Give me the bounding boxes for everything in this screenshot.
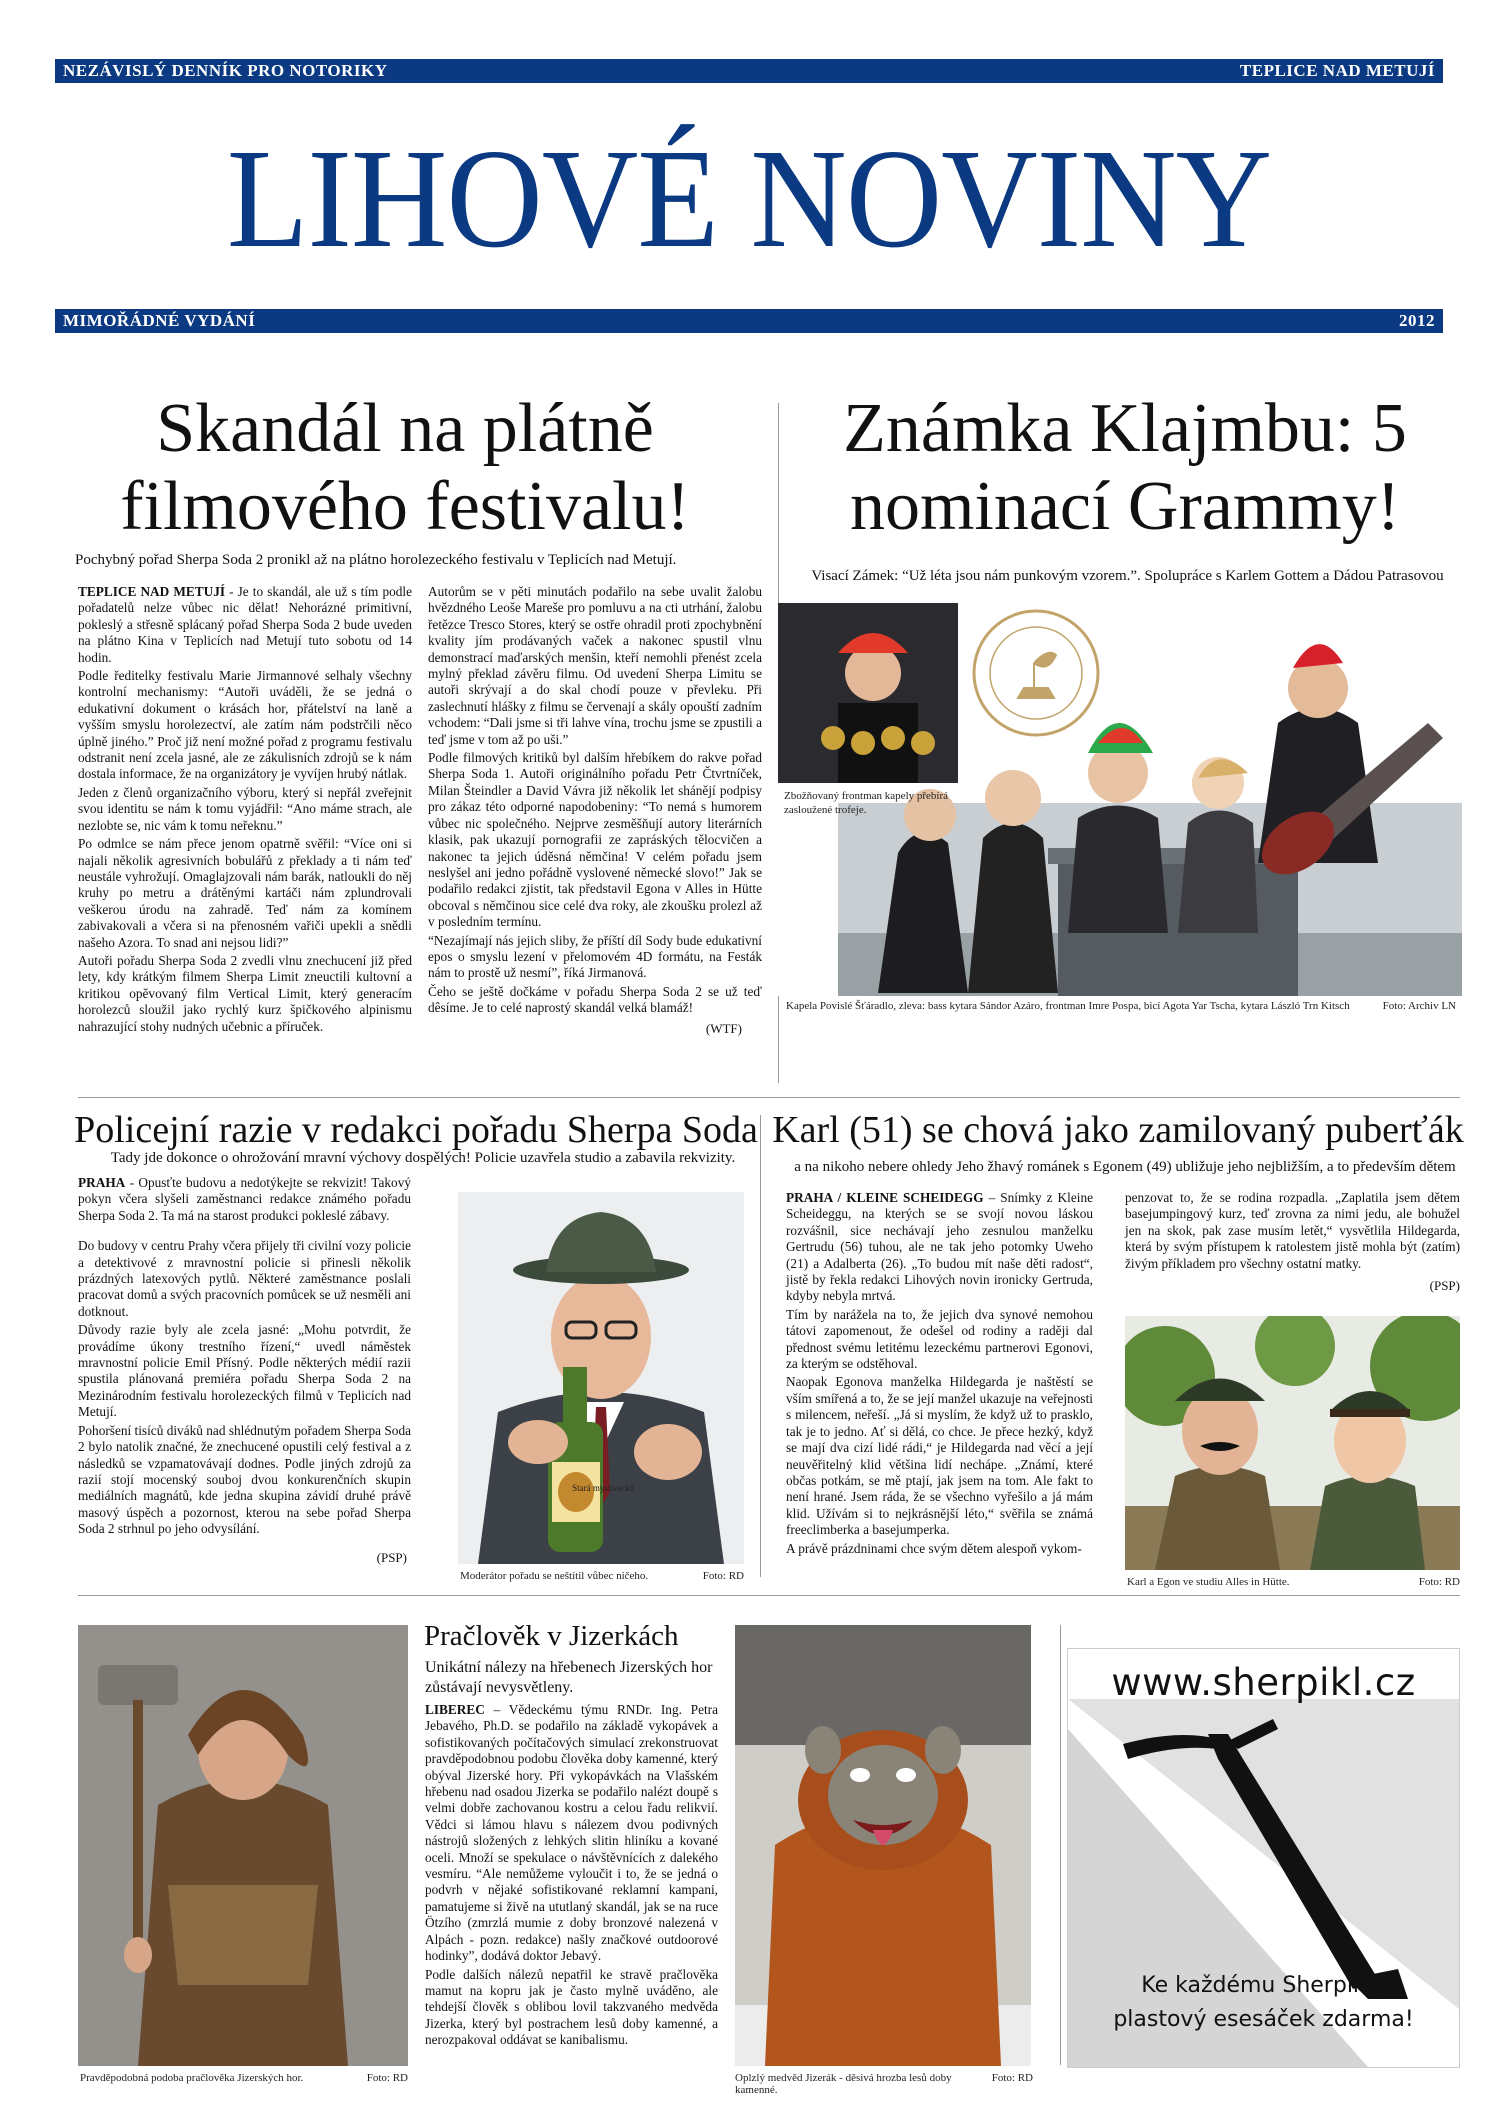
article5-caption-right: Oplzlý medvěd Jizerák - děsivá hrozba lesů doby kamenné. xyxy=(735,2072,952,2096)
article5-subheadline: Unikátní nálezy na hřebenech Jizerských hor zůstávají nevysvětleny. xyxy=(425,1659,713,1696)
article5-credit-right: Foto: RD xyxy=(991,2072,1033,2084)
article4-paragraph: penzovat to, že se rodina rozpadla. „Zaplatila jsem dětem basejumpingový kurz, teď zrovna za nimi jedu, ale bohužel jen na skok, pak zase musím letět,“ vysvětlila Hildegarda, která by svým přístupem k ratolestem jistě mohla být (zatím) živým příkladem pro všechny ostatní matky. xyxy=(1125,1190,1460,1271)
article5-text xyxy=(425,1702,718,2051)
article1-paragraph: Po odmlce se nám přece jenom opatrně svěřil: “Více oni si najali několik agresivních bobulářů z překlady a ti nám teď neustále vyhrožují. Omaglajzovali nám barák, natloukli do něj kruhy po metru a drátěnými kartáči nám zplundrovali veškerou úrodu na zahradě. Teď nám za komínem zabivakovali a včera si na přenosném vařiči upekli a snědli našeho Azora. To snad ani nejsou lidi?” xyxy=(78,836,412,950)
ad-url[interactable]: www.sherpikl.cz xyxy=(1111,1661,1416,1704)
bear-photo xyxy=(735,1625,1031,2066)
article4-dateline: PRAHA / KLEINE SCHEIDEGG xyxy=(786,1190,984,1205)
masthead: LIHOVÉ NOVINY xyxy=(226,119,1272,277)
bear-photo-image xyxy=(735,1625,1031,2066)
article1-column-1 xyxy=(78,584,412,1037)
article4-caption: Karl a Egon ve studiu Alles in Hütte. xyxy=(1127,1576,1290,1588)
article1-paragraph: Autorům se v pěti minutách podařilo na sebe uvalit žalobu hvězdného Leoše Mareše pro pomluvu a na cti utrhání, žalobu řetězce Tresco Stores, který se ostře ohradil proti zpochybnění kvality jím prodávaných vaček a nakonec spustil vlnu demonstrací maďarských menšin, kteří nemohli přenést zcela mylný překlad závěru filmu. Od uvedení Sherpa Limitu se autoři skrývají a do skal chodí pouze v převleku. Při zaslechnutí hlášky z filmu se červenají a skály opouští zadním vchodem: “Dali jsme si tři lahve vína, trochu jsme se zpustili a teď jsme v tom až po uši.” xyxy=(428,584,762,747)
moderator-photo xyxy=(458,1192,744,1564)
edition-bar xyxy=(55,309,1443,333)
article3-paragraph: Pohoršení tisíců diváků nad shlédnutým pořadem Sherpa Soda 2 bylo natolik značné, že znechucené opustili celý festival a z následků se vzpamatovávají dodnes. Podle jiných zdrojů za razií stojí mocenský souboj dvou konkurenčních skupin mediálních magnátů, kde jedna skupina závidí druhé právě masový úspěch a pozornost, kterou na sebe pořad Sherpa Soda 2 strhnul po jeho odvysílání. xyxy=(78,1422,411,1537)
article5-credit-left: Foto: RD xyxy=(366,2072,408,2084)
tagline: NEZÁVISLÝ DENNÍK PRO NOTORIKY xyxy=(63,61,388,80)
article1-paragraph: “Nezajímají nás jejich sliby, že příští díl Sody bude edukativní epos o smyslu lezení v přelomovém 4D formátu, na Festák nám to prostě už nesmí”, říká Jirmanová. xyxy=(428,932,762,981)
ad-slogan xyxy=(1068,1969,1459,2037)
article4-signature: (PSP) xyxy=(1429,1278,1460,1294)
article3-paragraph: - Opusťte budovu a nedotýkejte se rekvizit! Takový pokyn včera slyšeli zaměstnanci redakce známého pořadu Sherpa Soda 2. Ta má na starost produkci pokleslé zábavy. xyxy=(78,1175,411,1223)
article1-signature: (WTF) xyxy=(705,1020,742,1036)
ad-slogan-line-2: plastový esesáček zdarma! xyxy=(1113,2007,1414,2032)
column-divider xyxy=(1060,1625,1061,2065)
section-divider xyxy=(78,1595,1460,1596)
article5-paragraph: Podle dalších nálezů nepatřil ke stravě pračlověka mamut na kopru jak je často mylně uváděno, ale tehdejší člověk s oblibou lovil takzvaného medvěda Jizerka, který byl postrachem lesů doby kamenné, a nerozpakoval oddávat se kanibalismu. xyxy=(425,1966,718,2048)
article1-paragraph: Podle filmových kritiků byl dalším hřebíkem do rakve pořad Sherpa Soda 1. Autoři originálního pořadu Petr Čtvrtníček, Milan Šteindler a David Vávra již několik let shánějí podpisy pro zákaz této odporné napodobeniny: “To nemá s humorem vůbec nic společného. Nejprve zesměšňují autory literárních klasik, pak ukazují pornografii ze zapráských tělocvičen a nakonec ta jejich úděsná němčina! V celém pořadu jsem neslyšel ani jedno pořádně vyslovené německé slovo!” Jak se podařilo redakci zjistit, tak představil Egona v Alles in Hütte obcoval s němčinou sice celé dva roky, ale zkoušku prolezl až v posledním termínu. xyxy=(428,750,762,930)
column-divider xyxy=(760,1115,761,1577)
article3-text xyxy=(78,1175,411,1566)
article3-subheadline: Tady jde dokonce o ohrožování mravní výchovy dospělých! Policie uzavřela studio a zabavila rekvizity. xyxy=(110,1150,736,1166)
sherpikl-ad[interactable] xyxy=(1067,1648,1460,2068)
article4-paragraph: Tím by narážela na to, že jejich dva synové nemohou tátovi zapomenout, že odešel od rodiny a raději dal přednost svému letitému lezeckému partnerovi Egonovi, za kterým se odstěhoval. xyxy=(786,1306,1093,1372)
caveman-photo xyxy=(78,1625,408,2066)
article1-paragraph: - Je to skandál, ale už s tím podle pořadatelů nelze vůbec nic dělat! Nehorázné primitivní, pokleslý a střesně splácaný pořad Sherpa Soda 2 bude uveden na plátno Kina v Teplicích nad Metují tuto sobotu od 14 hodin. xyxy=(78,584,412,665)
article5-dateline: LIBEREC xyxy=(425,1702,485,1717)
article2-caption: Kapela Povislé Šťáradlo, zleva: bass kytara Sándor Azáro, frontman Imre Pospa, bicí Agota Yar Tscha, kytara László Trn Kitsch xyxy=(786,1000,1350,1012)
article4-paragraph: Naopak Egonova manželka Hildegarda je naštěstí se vším smířená a to, že se její manžel ukazuje na veřejnosti s milencem, neřeší. „Já si myslím, že když už to prasklo, tak je to jedno. Ať si dělá, co chce. Je přece hezký, když se mají dva cizí lidé rádi,“ je Hildegarda nad věcí a její neuvěřitelný klid většina lidí nechápe. „Známí, které občas potkám, se mě ptají, jak jsem na tom. Ale fakt to není hrané. Jsem ráda, že se všechno vyřešilo a já mám klid. Užívám si to nejkrásnější léto,“ svěřila se známá freeclimberka a basejumperka. xyxy=(786,1374,1093,1538)
article1-subheadline: Pochybný pořad Sherpa Soda 2 pronikl až na plátno horolezeckého festivalu v Teplicích nad Metují. xyxy=(75,552,677,568)
inset-caption: Zbožňovaný frontman kapely přebírá zasloužené trofeje. xyxy=(784,790,949,816)
edition-year: 2012 xyxy=(1399,311,1435,330)
article2-credit: Foto: Archiv LN xyxy=(1382,1000,1456,1012)
article1-column-2 xyxy=(428,584,762,1037)
article4-column-1 xyxy=(786,1190,1093,1559)
karl-egon-photo xyxy=(1125,1316,1460,1570)
band-photo xyxy=(778,603,1462,996)
article1-paragraph: Podle ředitelky festivalu Marie Jirmannové selhaly všechny kontrolní mechanismy: “Autoři uváděli, že se jedná o edukativní dokument o krásách hor, přátelství na laně a vyšším smyslu horolezectví, ale zatím nám podstrčili něco úplně jiného.” Proč již není možné pořad z programu festivalu odstranit není zcela jasné, ale ze zákulisních zdrojů se k nám dostala informace, že na organizátory je vyvíjen hrubý nátlak. xyxy=(78,668,412,782)
article3-signature: (PSP) xyxy=(376,1549,407,1565)
article3-credit: Foto: RD xyxy=(702,1570,744,1582)
article5-paragraph: – Vědeckému týmu RNDr. Ing. Petra Jebavého, Ph.D. se podařilo na základě vykopávek a sofistikovaných počítačových simulací zrekonstruovat pravděpodobnou podobu člověka doby kamenné, který obýval Jizerské hory. Při vykopávkách na Vlašském hřebenu nad osadou Jizerka se podařilo nalézt doupě s velmi dobře zachovanou kostru a celou řadu relikvií. Vědci si lámou hlavu s nálezem dvou podivných nástrojů složených z lehkých slitin hliníku a kované oceli. Množí se spekulace o návštěvnících z dalekého vesmíru. “Ale nemůžeme vyloučit i to, že se jedná o podvrh v nějaké sofistikované reklamní kampani, pamatujeme si živě na ututlaný skandál, jak se na ruce Ötzího (zmrzlá mumie z doby bronzové nalezená v Alpách - pozn. redakce) našly značkové outdoorové hodinky”, dodává doktor Jebavý. xyxy=(425,1702,718,1964)
article1-paragraph: Autoři pořadu Sherpa Soda 2 zvedli vlnu znechucení již před lety, kdy krátkým filmem Sherpa Limit zneuctili kultovní a kritikou opěvovaný film Vertical Limit, který generacím horolezců sloužil jako rychlý kurz špičkového alpinismu nahrazující stohy nudných učebnic a příruček. xyxy=(78,952,412,1034)
article4-subheadline: a na nikoho nebere ohledy Jeho žhavý románek s Egonem (49) ubližuje jeho nejbližším, a to především dětem xyxy=(794,1159,1456,1175)
article3-paragraph: Důvody razie byly ale zcela jasné: „Mohu potvrdit, že provádíme úkony trestního řízení,“ uvedl náměstek mravnostní policie Emil Přísný. Podle některých médií razii spustila plánovaná premiéra pořadu Sherpa Soda 2 na Mezinárodním festivalu horolezeckých filmů v Teplicích nad Metují. xyxy=(78,1322,411,1420)
article2-headline: Známka Klajmbu: 5 nominací Grammy! xyxy=(843,390,1407,545)
moderator-photo-image xyxy=(458,1192,744,1564)
karl-egon-photo-image xyxy=(1125,1316,1460,1570)
article3-headline: Policejní razie v redakci pořadu Sherpa Soda xyxy=(74,1109,758,1151)
article1-paragraph: Jeden z členů organizačního výboru, který si nepřál zveřejnit svou identitu se nám k tomu vyjádřil: “Ano máme strach, ale nezlobte se, nic vám k tomu neřeknu.” xyxy=(78,784,412,833)
article1-dateline: TEPLICE NAD METUJÍ xyxy=(78,584,226,599)
article5-headline: Pračlověk v Jizerkách xyxy=(424,1620,679,1652)
article2-subheadline: Visací Zámek: “Už léta jsou nám punkovým vzorem.”. Spolupráce s Karlem Gottem a Dádou Patrasovou xyxy=(811,568,1444,584)
article3-paragraph: Do budovy v centru Prahy včera přijely tři civilní vozy policie a detektivové z mravnostní policie si přinesli několik prázdných latexových pytlů. Některé zaměstnance poslali pracovat domů a svých pracovních pomůcek se už nesměli ani dotknout. xyxy=(78,1238,411,1319)
location: TEPLICE NAD METUJÍ xyxy=(1239,61,1435,80)
article3-dateline: PRAHA xyxy=(78,1175,126,1190)
article1-headline: Skandál na plátně filmového festivalu! xyxy=(120,390,690,545)
article4-credit: Foto: RD xyxy=(1418,1576,1460,1588)
article4-paragraph: A právě prázdninami chce svým dětem alespoň vykom- xyxy=(786,1540,1082,1556)
article1-paragraph: Čeho se ještě dočkáme v pořadu Sherpa Soda 2 se už teď dêsíme. Je to celé naprostý skandál velká blamáž! xyxy=(428,983,762,1016)
article4-paragraph: – Snímky z Kleine Scheideggu, na kterých se se svojí novou láskou rozvášnil, sice nechávají jeho zesnulou manželku Gertrudu (56) tuhou, ale ne tak jeho potomky Uweho (21) a Adalberta (26). „To budou mít naše děti radost“, jistě by řekla redakci Lihových novin ironicky Gertruda, kdyby nebyla mrtvá. xyxy=(786,1190,1093,1304)
article4-column-2 xyxy=(1125,1190,1460,1294)
ad-slogan-line-1: Ke každému Sherpiklu xyxy=(1141,1973,1386,1998)
edition-label: MIMOŘÁDNÉ VYDÁNÍ xyxy=(63,311,256,330)
section-divider xyxy=(78,1097,1460,1098)
top-bar xyxy=(55,59,1443,83)
article4-headline: Karl (51) se chová jako zamilovaný puberťák xyxy=(772,1109,1464,1151)
caveman-photo-image xyxy=(78,1625,408,2066)
bottle-label: Stará myslivecká xyxy=(572,1483,634,1493)
article3-caption: Moderátor pořadu se neštítil vůbec ničeho. xyxy=(460,1570,649,1582)
article5-caption-left: Pravděpodobná podoba pračlověka Jizerských hor. xyxy=(80,2072,304,2084)
